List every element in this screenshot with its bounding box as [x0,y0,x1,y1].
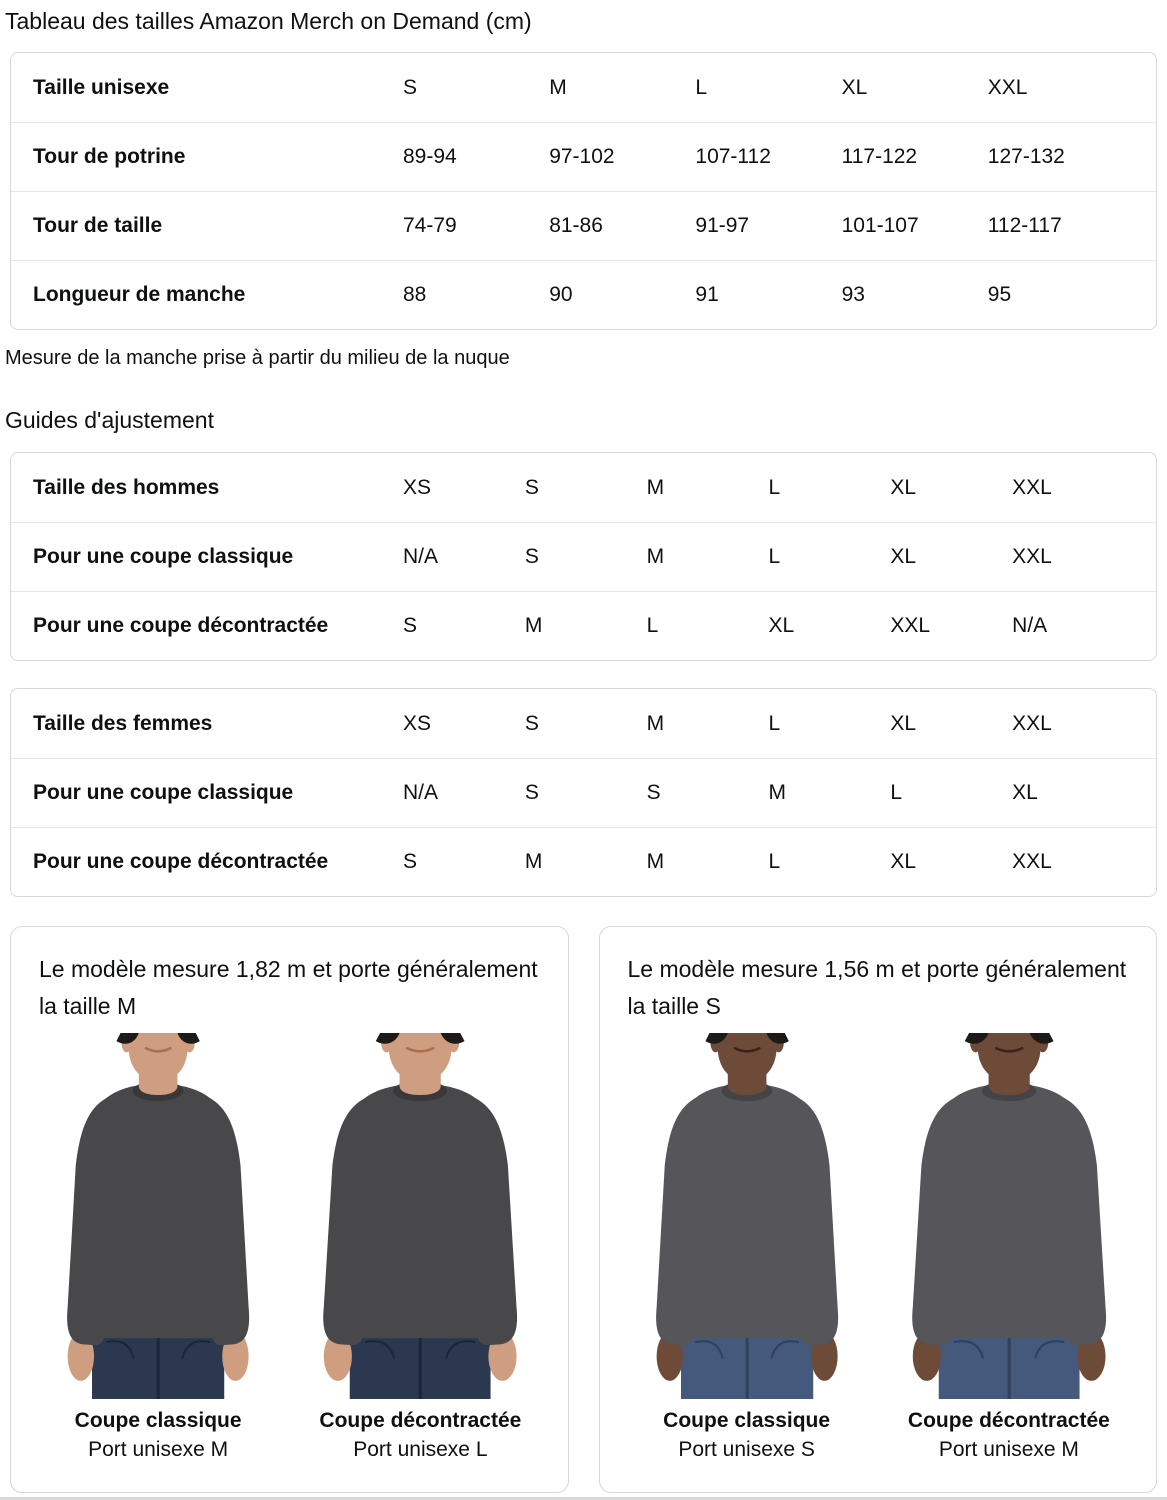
fit-caption: Coupe classique [74,1409,242,1433]
female-relaxed-photo [882,1033,1136,1399]
table-row [11,758,1156,827]
size-cell: N/A [403,781,439,804]
female-model-card [599,926,1158,1493]
size-cell: XL [890,711,917,735]
sleeve-measure-note: Mesure de la manche prise à partir du milieu de la nuque [5,347,510,369]
value-cell: 91 [695,283,719,306]
table-row [11,522,1156,591]
model-cards-row [10,926,1157,1493]
male-classic-photo [31,1033,285,1399]
size-cell: M [768,781,786,804]
row-label: Pour une coupe décontractée [33,614,329,637]
table-row [11,591,1156,660]
fit-caption: Coupe décontractée [907,1409,1110,1433]
fit-caption: Coupe décontractée [319,1409,522,1433]
size-cell: S [403,614,418,637]
female-classic-photo [620,1033,874,1399]
photo-relaxed-male [293,1033,547,1462]
size-cell: S [524,545,539,568]
size-cell: XXL [1012,850,1052,873]
value-cell: 91-97 [695,214,750,237]
value-cell: 107-112 [695,145,771,168]
size-cell: XL [890,545,917,568]
size-cell: L [768,850,781,873]
size-cell: L [890,781,903,804]
value-cell: 101-107 [841,214,919,237]
size-cell: M [646,711,665,735]
size-cell: M [524,614,543,637]
size-cell: M [524,850,543,873]
photo-classic-male [31,1033,285,1462]
row-label: Tour de potrine [33,145,186,168]
photo-classic-female [620,1033,874,1462]
table-row [11,53,1156,122]
value-cell: 90 [549,283,573,306]
size-cell: XL [1012,781,1038,804]
male-relaxed-photo [293,1033,547,1399]
men-fit-table [10,452,1157,661]
size-cell: S [524,711,539,735]
row-label: Taille des femmes [33,711,213,735]
value-cell: 88 [403,283,427,306]
model-description: Le modèle mesure 1,82 m et porte généralement la taille M [39,956,538,1019]
size-cell: XXL [890,614,931,637]
size-cell: S [524,475,539,499]
size-caption: Port unisexe M [88,1438,229,1462]
size-cell: XXL [1012,711,1052,735]
size-cell: XS [403,475,432,499]
row-label: Pour une coupe classique [33,545,294,568]
photos-row [31,1033,548,1462]
table-row [11,827,1156,896]
size-caption: Port unisexe S [678,1438,815,1462]
size-cell: L [646,614,659,637]
value-cell: 81-86 [549,214,603,237]
women-fit-table [10,688,1157,897]
value-cell: 97-102 [549,145,615,168]
size-cell: L [768,711,781,735]
fit-caption: Coupe classique [663,1409,831,1433]
size-cell: XS [403,711,432,735]
table-row [11,689,1156,758]
size-cell: L [695,75,708,99]
value-cell: 127-132 [987,145,1065,168]
size-cell: XXL [987,75,1028,99]
value-cell: 89-94 [403,145,457,168]
table-row [11,122,1156,191]
size-cell: XXL [1012,475,1052,499]
size-cell: M [646,545,665,568]
value-cell: 112-117 [987,214,1062,237]
table-row [11,260,1156,329]
size-cell: N/A [403,545,439,568]
size-cell: M [646,850,665,873]
value-cell: 117-122 [841,145,918,168]
value-cell: 95 [987,283,1012,306]
value-cell: 74-79 [403,214,457,237]
size-cell: XL [890,475,917,499]
row-label: Pour une coupe décontractée [33,850,329,873]
size-cell: N/A [1012,614,1048,637]
size-cell: XL [890,850,917,873]
photos-row [620,1033,1137,1462]
row-label: Tour de taille [33,214,163,237]
photo-relaxed-female [882,1033,1136,1462]
row-label: Taille unisexe [33,75,170,99]
row-label: Longueur de manche [33,283,246,306]
table-row [11,453,1156,522]
size-cell: L [768,475,781,499]
size-cell: XL [768,614,795,637]
model-description: Le modèle mesure 1,56 m et porte généralement la taille S [627,956,1127,1019]
size-cell: XXL [1012,545,1052,568]
row-label: Taille des hommes [33,475,220,499]
size-cell: M [646,475,665,499]
male-model-card [10,926,569,1493]
fit-guides-heading: Guides d'ajustement [5,407,214,433]
row-label: Pour une coupe classique [33,781,294,804]
table-row [11,191,1156,260]
size-caption: Port unisexe M [938,1438,1079,1462]
size-cell: XL [841,75,868,99]
size-cell: S [403,850,418,873]
size-chart-table [10,52,1157,330]
size-cell: S [403,75,418,99]
size-cell: S [524,781,539,804]
size-cell: S [646,781,661,804]
page-title: Tableau des tailles Amazon Merch on Demand (cm) [5,8,532,34]
size-cell: M [549,75,567,99]
value-cell: 93 [841,283,865,306]
size-cell: L [768,545,781,568]
size-caption: Port unisexe L [353,1438,488,1462]
